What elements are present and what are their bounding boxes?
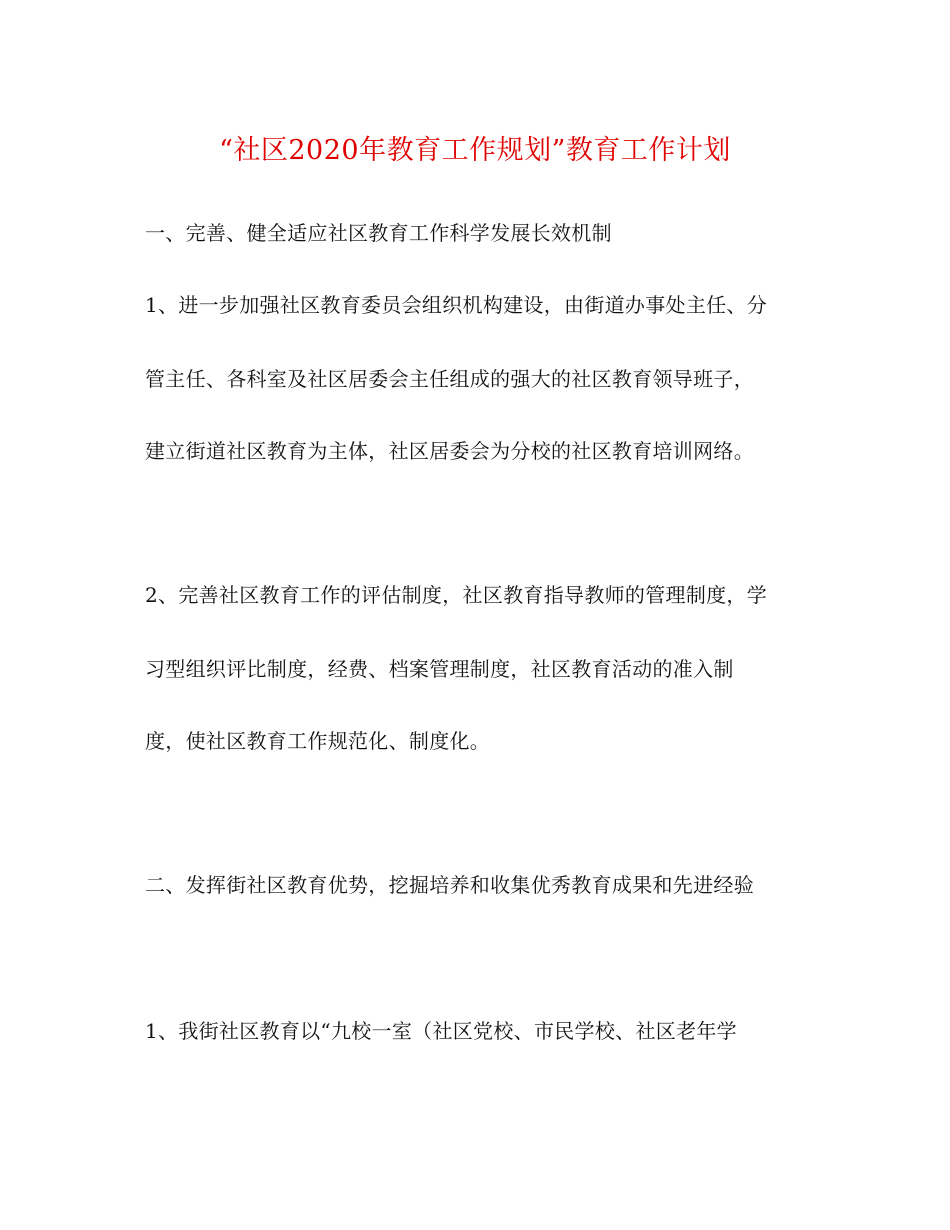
paragraph-line: 管主任、各科室及社区居委会主任组成的强大的社区教育领导班子， (145, 367, 754, 391)
paragraph-line: 建立街道社区教育为主体，社区居委会为分校的社区教育培训网络。 (145, 439, 754, 463)
document-title: “社区2020年教育工作规划”教育工作计划 (219, 135, 731, 166)
section-heading-1: 一、完善、健全适应社区教育工作科学发展长效机制 (145, 221, 612, 245)
paragraph-line: 习型组织评比制度，经费、档案管理制度，社区教育活动的准入制 (145, 657, 734, 681)
section-heading-2: 二、发挥街社区教育优势，挖掘培养和收集优秀教育成果和先进经验 (145, 873, 754, 897)
paragraph-line: 1、进一步加强社区教育委员会组织机构建设，由街道办事处主任、分 (145, 293, 768, 317)
paragraph-line: 1、我街社区教育以“九校一室（社区党校、市民学校、社区老年学 (145, 1019, 737, 1043)
paragraph-line: 度，使社区教育工作规范化、制度化。 (145, 729, 491, 753)
paragraph-line: 2、完善社区教育工作的评估制度，社区教育指导教师的管理制度，学 (145, 583, 768, 607)
